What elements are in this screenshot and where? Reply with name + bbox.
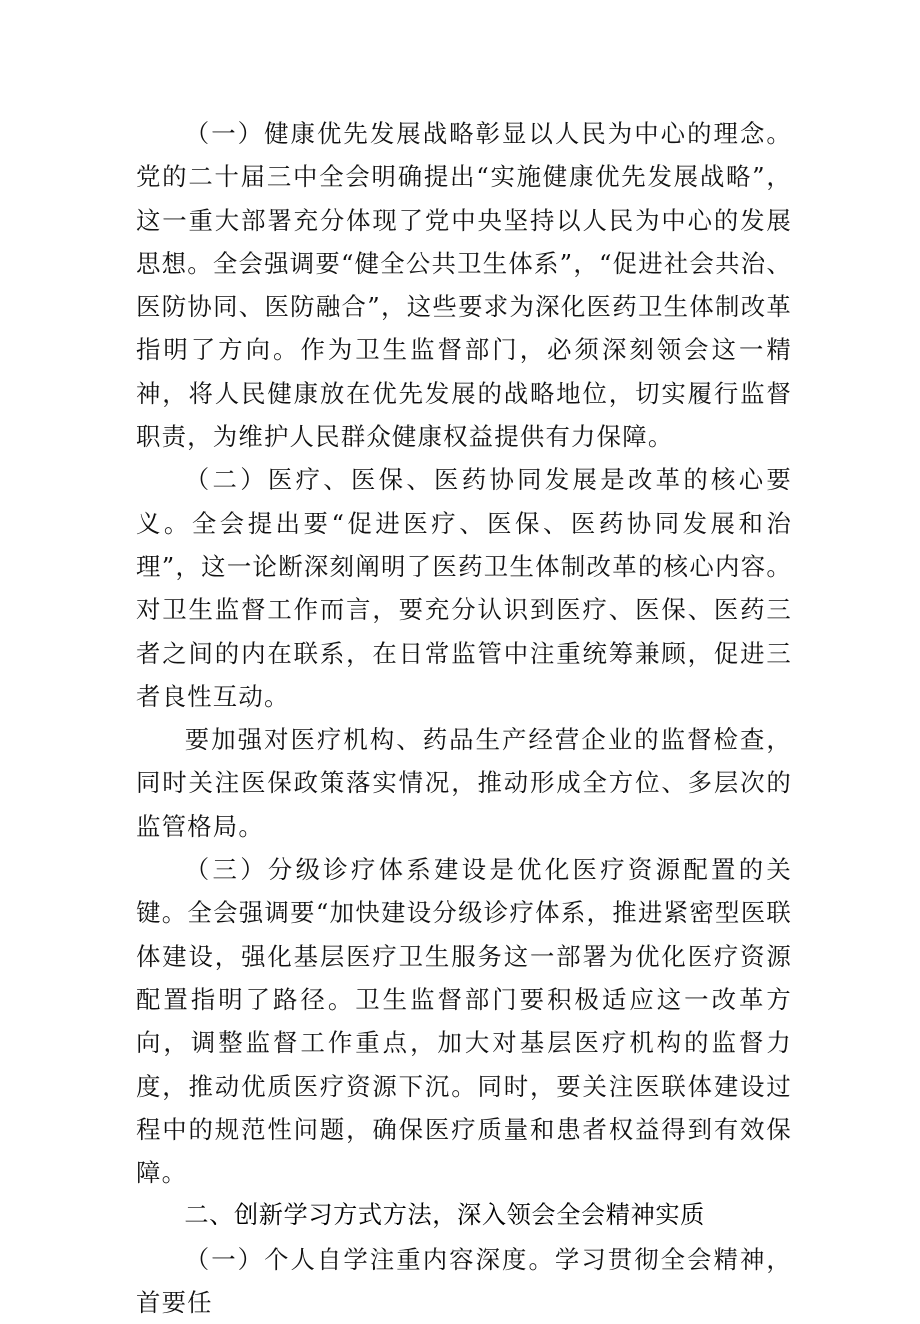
paragraph-health-priority: （一）健康优先发展战略彰显以人民为中心的理念。党的二十届三中全会明确提出“实施健康优先发展战略”，这一重大部署充分体现了党中央坚持以人民为中心的发展思想。全会强调要“健全公共卫生体系”，“促进社会共治、医防协同、医防融合”，这些要求为深化医药卫生体制改革指明了方向。作为卫生监督部门，必须深刻领会这一精神，将人民健康放在优先发展的战略地位，切实履行监督职责，为维护人民群众健康权益提供有力保障。 — [136, 119, 792, 452]
paragraph-tiered-diagnosis: （三）分级诊疗体系建设是优化医疗资源配置的关键。全会强调要“加快建设分级诊疗体系，推进紧密型医联体建设，强化基层医疗卫生服务这一部署为优化医疗资源配置指明了路径。卫生监督部门要积极适应这一改革方向，调整监督工作重点，加大对基层医疗机构的监督力度，推动优质医疗资源下沉。同时，要关注医联体建设过程中的规范性问题，确保医疗质量和患者权益得到有效保障。 — [136, 855, 792, 1188]
paragraph-self-study: （一）个人自学注重内容深度。学习贯彻全会精神，首要任 — [136, 1244, 792, 1318]
paragraph-supervision-inspection: 要加强对医疗机构、药品生产经营企业的监督检查，同时关注医保政策落实情况，推动形成全方位、多层次的监管格局。 — [136, 725, 792, 841]
section-heading-2: 二、创新学习方式方法，深入领会全会精神实质 — [184, 1201, 705, 1230]
paragraph-three-medical-coordination: （二）医疗、医保、医药协同发展是改革的核心要义。全会提出要“促进医疗、医保、医药协同发展和治理”，这一论断深刻阐明了医药卫生体制改革的核心内容。对卫生监督工作而言，要充分认识到医疗、医保、医药三者之间的内在联系，在日常监管中注重统筹兼顾，促进三者良性互动。 — [136, 465, 792, 711]
document-body — [136, 112, 792, 1324]
